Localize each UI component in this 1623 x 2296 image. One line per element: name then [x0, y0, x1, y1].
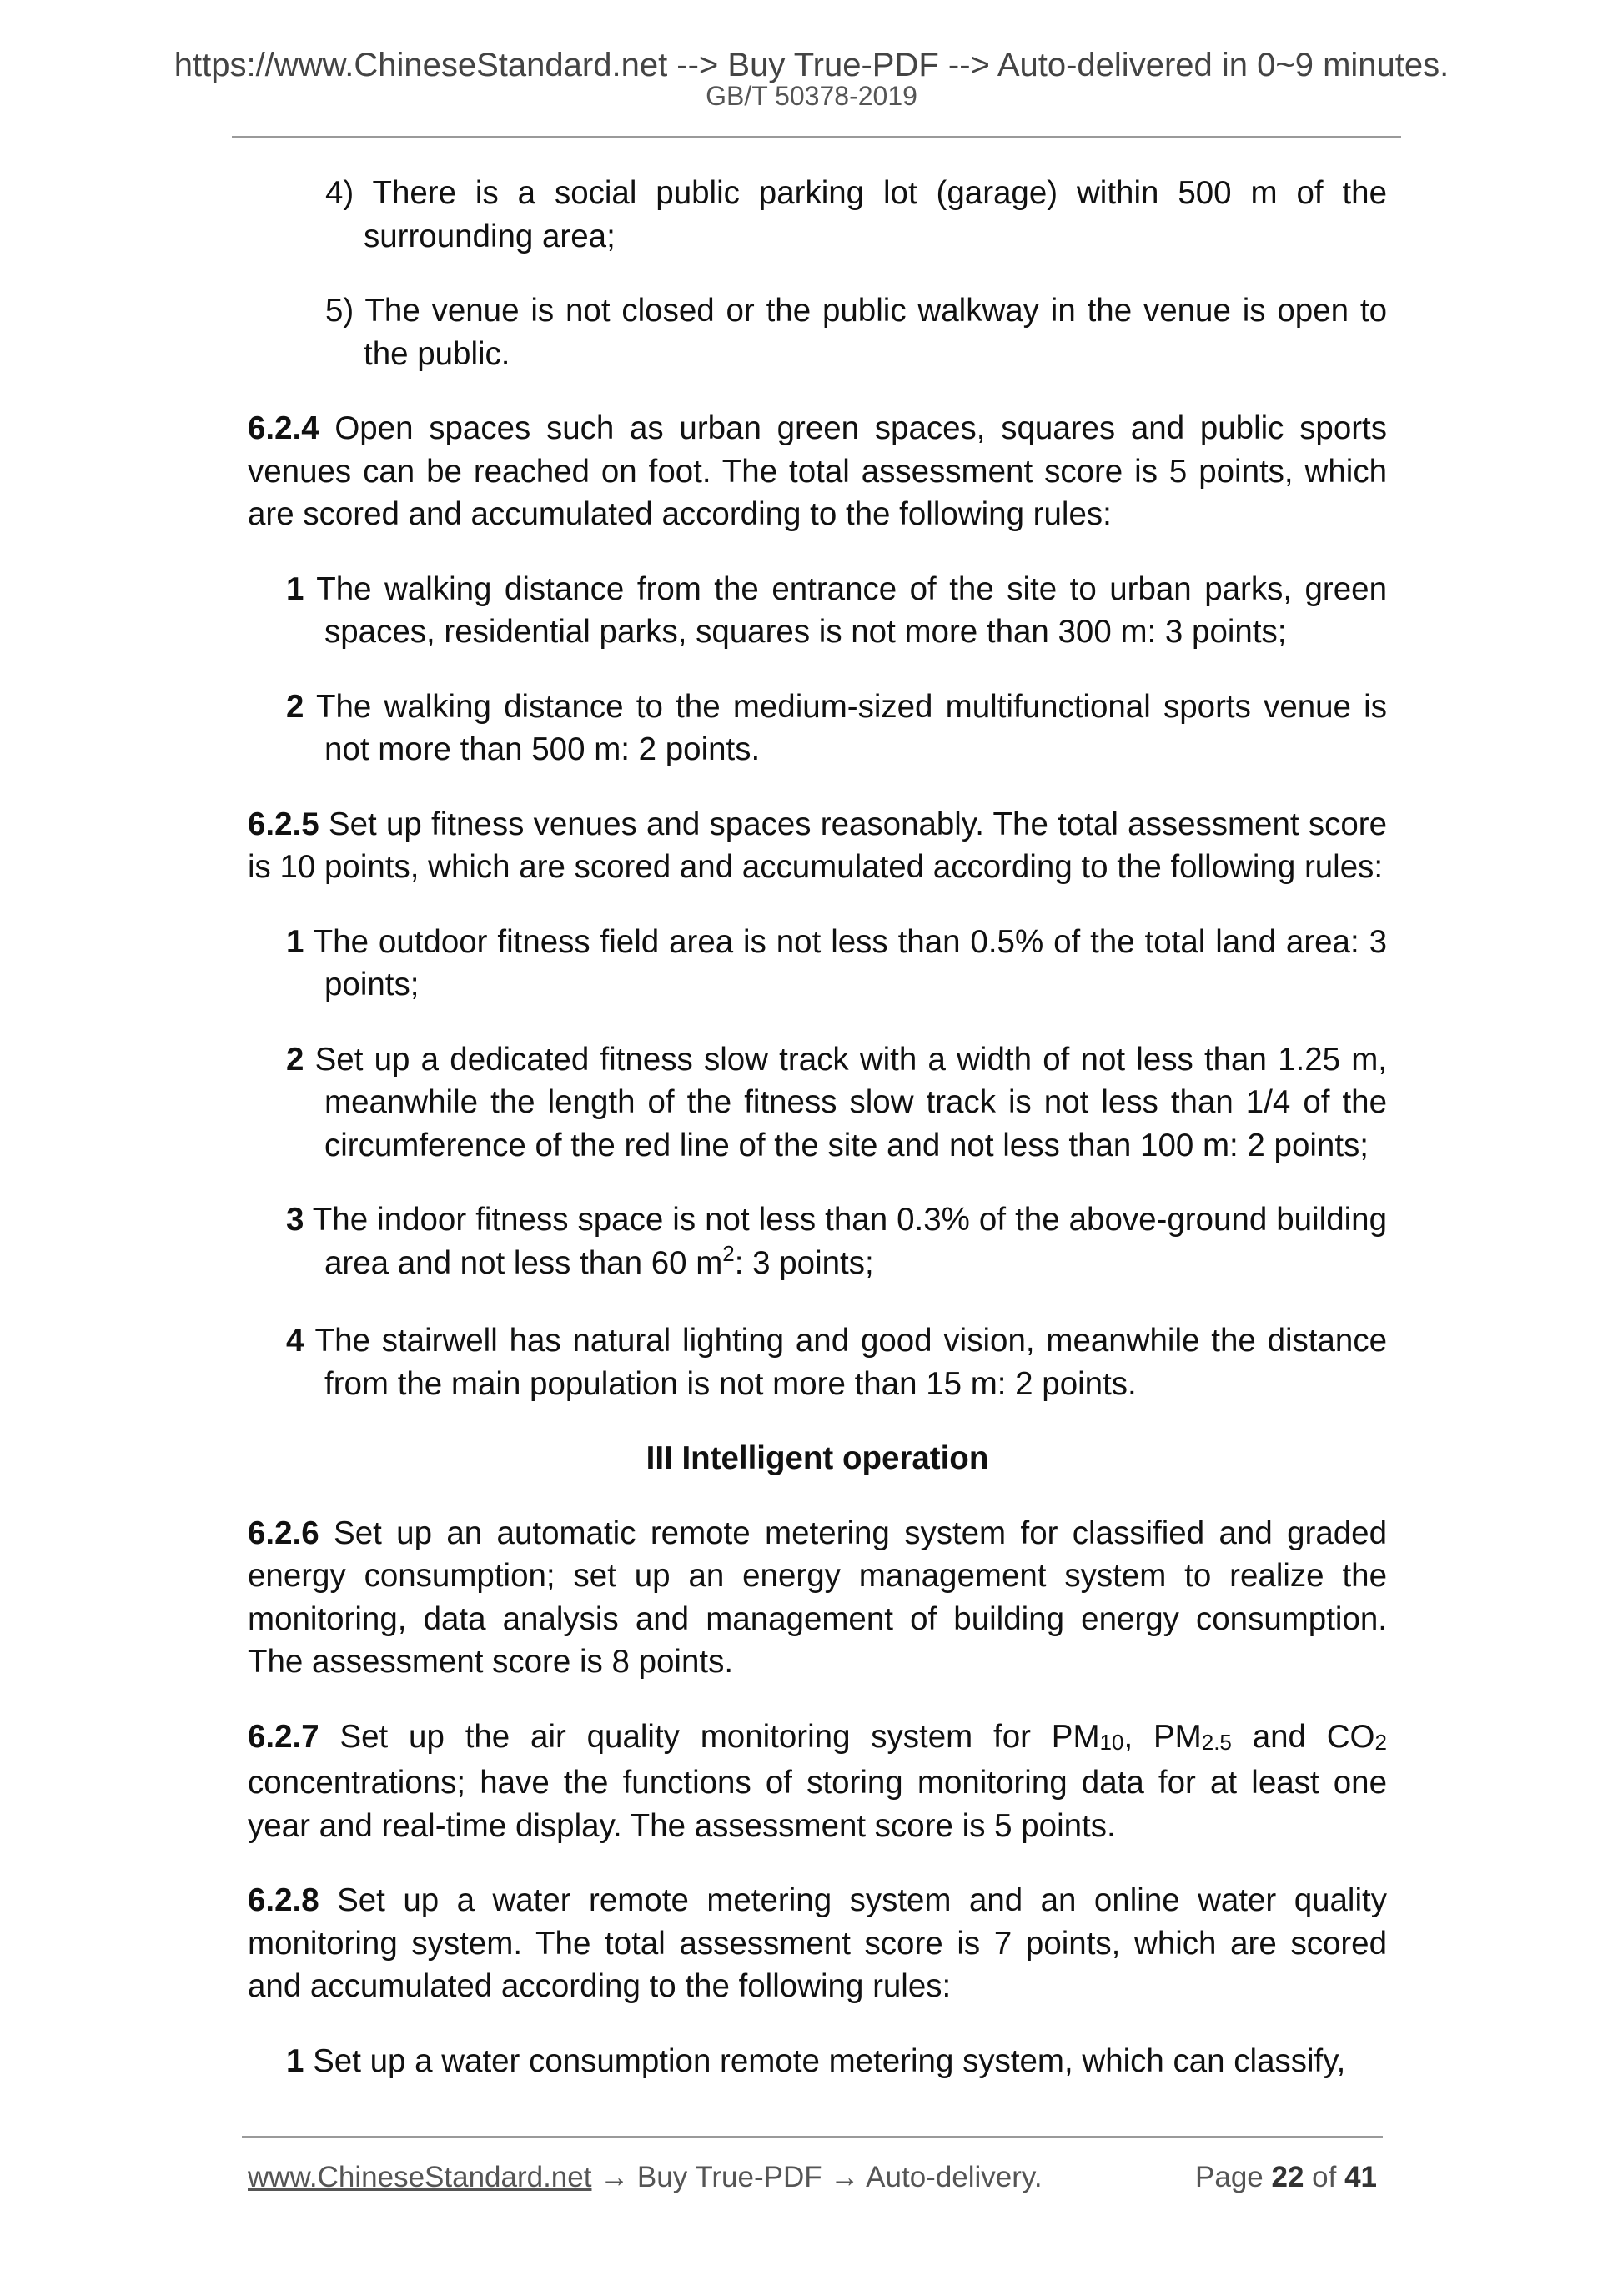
item-text: Set up a dedicated fitness slow track with a width of not less than 1.25 m, meanwhile the length of the fitness slow track is not less than 1/4 of the circumference of the red line of the site and not less than 100 m: 2 points; [304, 1041, 1387, 1163]
clause-number: 6.2.8 [248, 1882, 319, 1918]
page-label: Page [1195, 2161, 1272, 2193]
page-number: 22 [1271, 2161, 1304, 2193]
footer [248, 2160, 1382, 2195]
clause-6-2-8-item-1 [248, 2040, 1387, 2083]
clause-6-2-5-item-4 [248, 1319, 1387, 1405]
clause-text: Set up the air quality monitoring system for PM [319, 1718, 1100, 1755]
superscript: 2 [722, 1240, 735, 1266]
item-number: 1 [286, 570, 304, 607]
item-text: The walking distance from the entrance of the site to urban parks, green spaces, residential parks, squares is not more than 300 m: 3 points; [304, 570, 1387, 650]
footer-promo: → Buy True-PDF → Auto-delivery. [591, 2161, 1043, 2193]
item-number: 2 [286, 688, 304, 725]
clause-number: 6.2.5 [248, 806, 319, 842]
clause-6-2-7 [248, 1716, 1387, 1848]
top-banner: https://www.ChineseStandard.net --> Buy True-PDF --> Auto-delivered in 0~9 minutes. [173, 47, 1450, 83]
site-link[interactable]: www.ChineseStandard.net [248, 2161, 592, 2193]
item-text: The stairwell has natural lighting and good vision, meanwhile the distance from the main population is not more than 15 m: 2 points. [304, 1323, 1387, 1402]
clause-text: concentrations; have the functions of storing monitoring data for at least one year and real-time display. The assessment score is 5 points. [248, 1765, 1387, 1844]
clause-6-2-8 [248, 1879, 1387, 2008]
clause-6-2-4-item-1 [248, 568, 1387, 654]
clause-number: 6.2.4 [248, 410, 319, 446]
header-divider [232, 136, 1401, 138]
item-number: 1 [286, 923, 304, 960]
clause-6-2-4 [248, 407, 1387, 536]
clause-text: Set up a water remote metering system and an online water quality monitoring system. The total assessment score is 7 points, which are scored and accumulated according to the following rules: [248, 1882, 1387, 2004]
clause-6-2-5 [248, 803, 1387, 889]
page-indicator [1195, 2160, 1377, 2195]
item-number: 4 [286, 1323, 304, 1359]
clause-text: Open spaces such as urban green spaces, squares and public sports venues can be reached on foot. The total assessment score is 5 points, which are scored and accumulated according to the following rules: [248, 410, 1387, 532]
subscript: 10 [1099, 1729, 1124, 1755]
item-number: 3 [286, 1202, 304, 1238]
document-body [248, 172, 1387, 2114]
clause-text: Set up fitness venues and spaces reasonably. The total assessment score is 10 points, which are scored and accumulated according to the following rules: [248, 806, 1387, 885]
page-total: 41 [1344, 2161, 1377, 2193]
item-text-end: : 3 points; [734, 1244, 874, 1281]
of-label: of [1304, 2161, 1345, 2193]
clause-6-2-4-item-2 [248, 686, 1387, 771]
clause-text: and CO [1231, 1718, 1375, 1755]
clause-text: , PM [1123, 1718, 1202, 1755]
sub-item-5: 5) The venue is not closed or the public walkway in the venue is open to the public. [325, 293, 1387, 372]
section-heading: III Intelligent operation [646, 1440, 989, 1476]
item-number: 2 [286, 1041, 304, 1078]
item-text: The walking distance to the medium-sized multifunctional sports venue is not more than 500 m: 2 points. [304, 688, 1387, 767]
item-text: The indoor fitness space is not less than 0.3% of the above-ground building area and not less than 60 m [304, 1202, 1387, 1281]
item-text: The outdoor fitness field area is not less than 0.5% of the total land area: 3 points; [304, 923, 1387, 1002]
clause-6-2-5-item-1 [248, 921, 1387, 1007]
clause-text: Set up an automatic remote metering system for classified and graded energy consumption; set up an energy management system to realize the monitoring, data analysis and management of building energy consumption. The assessment score is 8 points. [248, 1515, 1387, 1680]
sub-item-4: 4) There is a social public parking lot (garage) within 500 m of the surrounding area; [325, 175, 1387, 254]
clause-6-2-5-item-2 [248, 1038, 1387, 1168]
clause-6-2-6 [248, 1512, 1387, 1684]
clause-6-2-5-item-3 [248, 1198, 1387, 1288]
item-number: 1 [286, 2042, 304, 2079]
clause-number: 6.2.6 [248, 1515, 319, 1551]
subscript: 2.5 [1201, 1729, 1232, 1755]
standard-code: GB/T 50378-2019 [706, 81, 917, 111]
footer-divider [242, 2136, 1383, 2138]
subscript: 2 [1374, 1729, 1387, 1755]
clause-number: 6.2.7 [248, 1718, 319, 1755]
item-text: Set up a water consumption remote metering system, which can classify, [304, 2042, 1346, 2079]
